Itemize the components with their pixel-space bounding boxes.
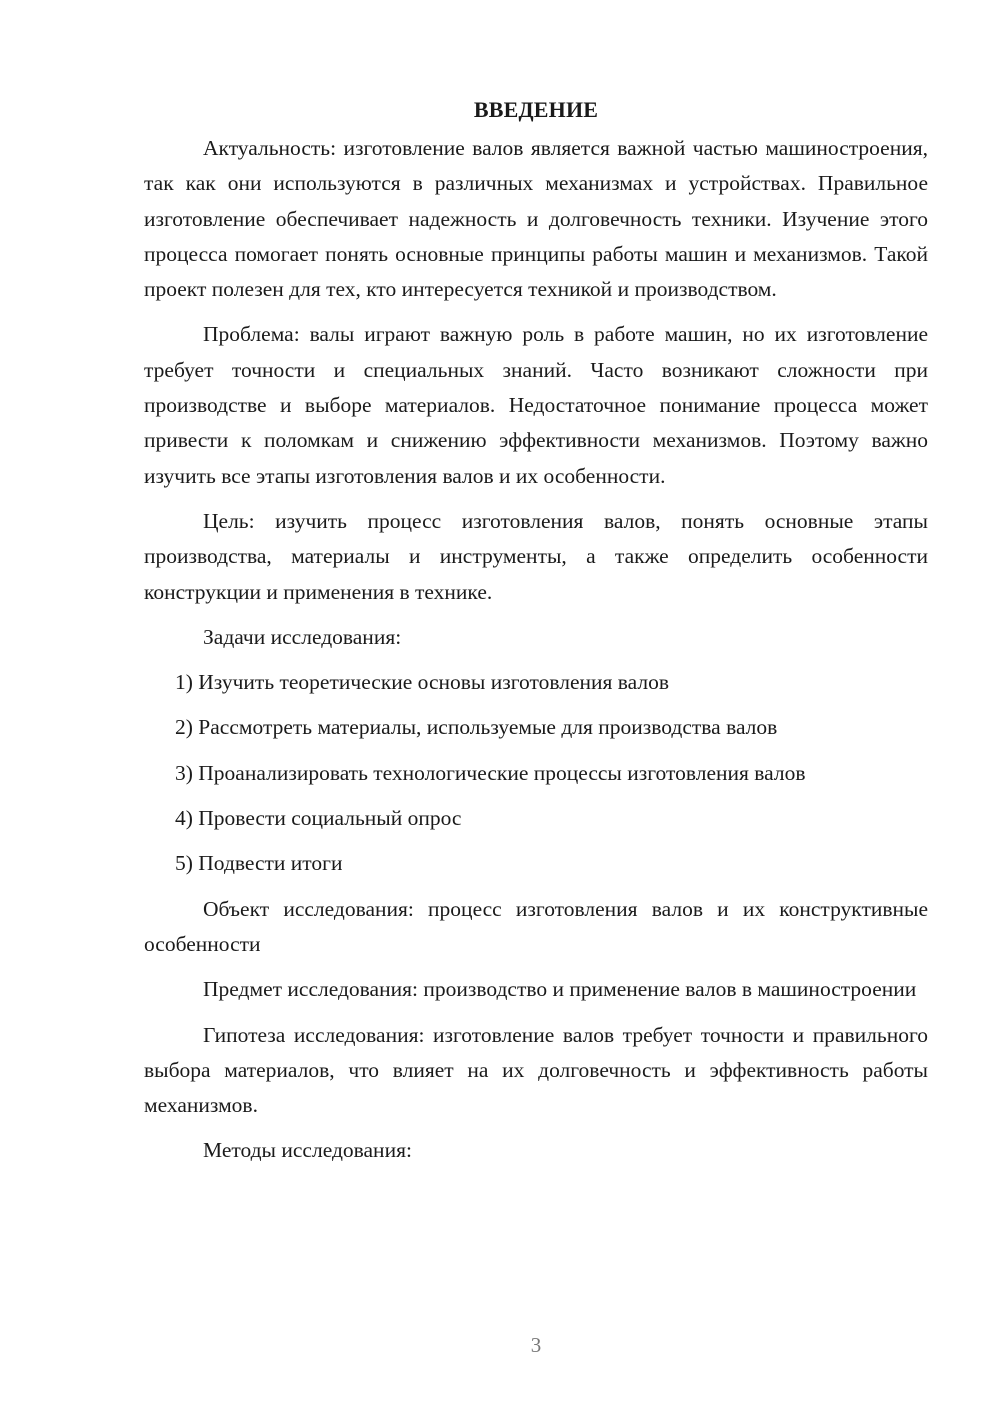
list-item: 1) Изучить теоретические основы изготовления валов (175, 670, 669, 695)
page-number: 3 (530, 1333, 542, 1357)
paragraph-subject: Предмет исследования: производство и применение валов в машиностроении (203, 977, 917, 1002)
list-item: 2) Рассмотреть материалы, используемые для производства валов (175, 715, 778, 740)
page-title: ВВЕДЕНИЕ (473, 97, 599, 122)
tasks-list (144, 665, 928, 881)
paragraph-methods: Методы исследования: (203, 1138, 412, 1163)
list-item: 4) Провести социальный опрос (175, 806, 462, 831)
list-item: 5) Подвести итоги (175, 851, 343, 876)
list-item: 3) Проанализировать технологические процессы изготовления валов (175, 760, 806, 785)
paragraph-relevance: Актуальность: изготовление валов является важной частью машиностроения, так как они используются в различных механизмах и устройствах. Правильное изготовление обеспечивает надежность и долговечность техники. Изучение этого процесса помогает понять основные принципы работы машин и механизмов. Такой проект полезен для тех, кто интересуется техникой и производством. (144, 136, 928, 302)
paragraph-problem: Проблема: валы играют важную роль в работе машин, но их изготовление требует точности и специальных знаний. Часто возникают сложности при производстве и выборе материалов. Недостаточное понимание процесса может привести к поломкам и снижению эффективности механизмов. Поэтому важно изучить все этапы изготовления валов и их особенности. (144, 322, 928, 488)
paragraph-hypothesis: Гипотеза исследования: изготовление валов требует точности и правильного выбора материалов, что влияет на их долговечность и эффективность работы механизмов. (144, 1022, 928, 1118)
document-page (144, 92, 928, 1179)
paragraph-goal: Цель: изучить процесс изготовления валов, понять основные этапы производства, материалы и инструменты, а также определить особенности конструкции и применения в технике. (144, 508, 928, 604)
paragraph-object: Объект исследования: процесс изготовления валов и их конструктивные особенности (144, 896, 928, 956)
tasks-title: Задачи исследования: (203, 624, 402, 649)
